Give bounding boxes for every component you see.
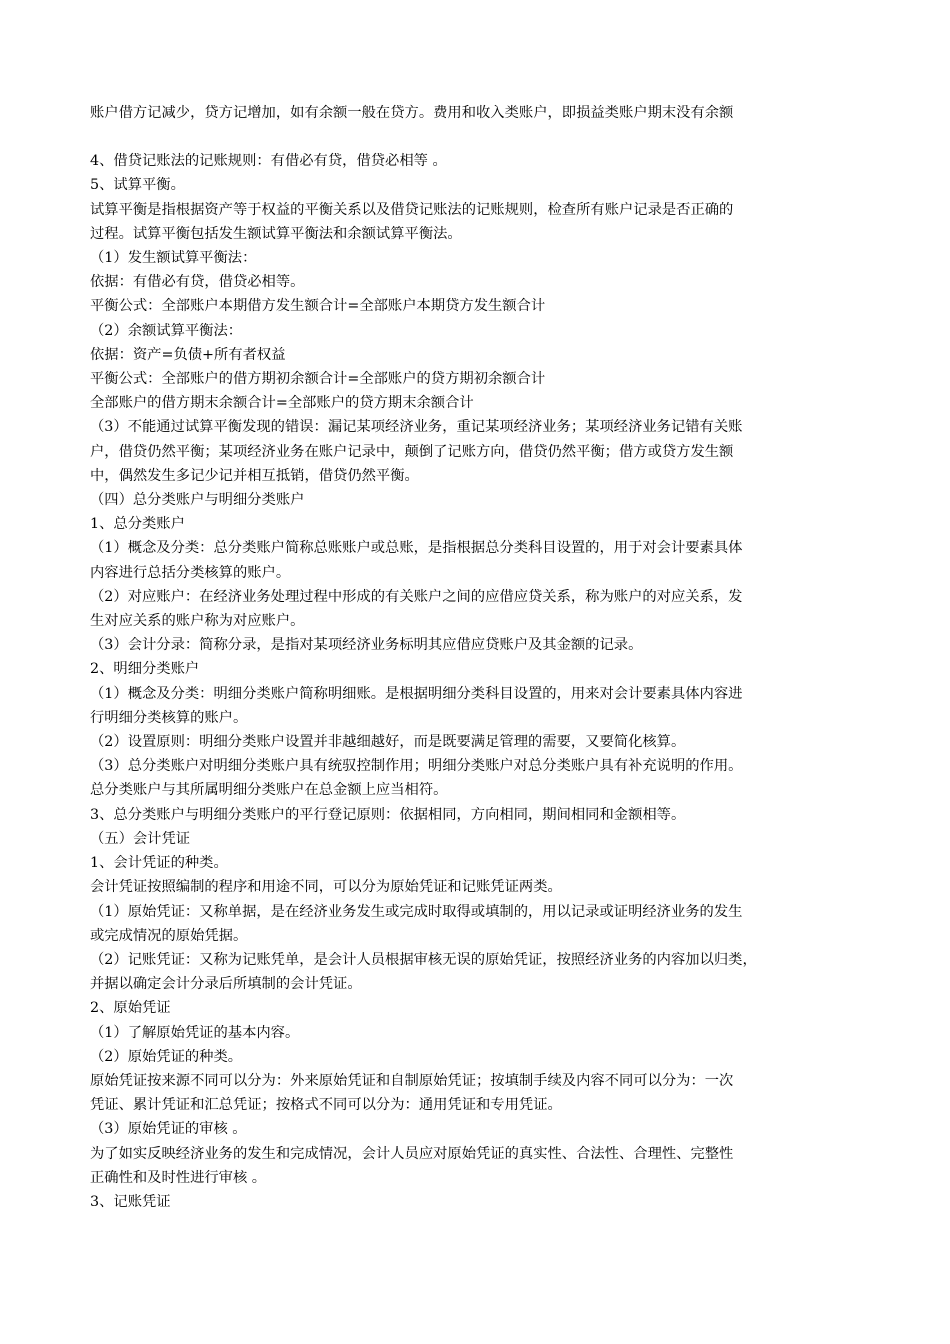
text-line: 依据：有借必有贷，借贷必相等。	[90, 274, 305, 291]
text-line: （2）设置原则：明细分类账户设置并非越细越好，而是既要满足管理的需要，又要简化核算。	[90, 734, 686, 751]
text-line: 3、记账凭证	[90, 1193, 171, 1210]
text-line: 原始凭证按来源不同可以分为：外来原始凭证和自制原始凭证；按填制手续及内容不同可以分为：一次	[90, 1072, 734, 1089]
text-line: （2）记账凭证：又称为记账凭单，是会计人员根据审核无误的原始凭证，按照经济业务的内容加以归类，	[90, 951, 757, 968]
text-line: 会计凭证按照编制的程序和用途不同，可以分为原始凭证和记账凭证两类。	[90, 879, 562, 896]
text-line: 或完成情况的原始凭据。	[90, 927, 248, 944]
text-line: （四）总分类账户与明细分类账户	[90, 492, 305, 509]
text-line: 生对应关系的账户称为对应账户。	[90, 613, 305, 630]
text-line: 5、试算平衡。	[90, 177, 185, 194]
text-line: （1）概念及分类：总分类账户简称总账账户或总账，是指根据总分类科目设置的，用于对会计要素具体	[90, 540, 743, 557]
text-line: （3）会计分录：简称分录，是指对某项经济业务标明其应借应贷账户及其金额的记录。	[90, 637, 643, 654]
text-line: 内容进行总括分类核算的账户。	[90, 564, 291, 581]
text-line: （1）概念及分类：明细分类账户简称明细账。是根据明细分类科目设置的，用来对会计要素具体内容进	[90, 685, 743, 702]
text-line: 账户借方记减少，贷方记增加，如有余额一般在贷方。费用和收入类账户，即损益类账户期末没有余额	[90, 105, 734, 121]
text-line: 平衡公式：全部账户本期借方发生额合计=全部账户本期贷方发生额合计	[90, 298, 546, 315]
text-line: （2）对应账户：在经济业务处理过程中形成的有关账户之间的应借应贷关系，称为账户的对应关系，发	[90, 588, 743, 605]
paragraph-gap	[90, 125, 860, 149]
text-line: 户，借贷仍然平衡；某项经济业务在账户记录中，颠倒了记账方向，借贷仍然平衡；借方或贷方发生额	[90, 443, 734, 460]
text-line: 依据：资产=负债+所有者权益	[90, 346, 286, 363]
text-line: 全部账户的借方期末余额合计=全部账户的贷方期末余额合计	[90, 395, 474, 412]
text-line: （2）原始凭证的种类。	[90, 1048, 243, 1065]
text-line: 4、借贷记账法的记账规则：有借必有贷，借贷必相等 。	[90, 153, 447, 170]
text-line: （3）原始凭证的审核 。	[90, 1121, 247, 1138]
text-line: 凭证、累计凭证和汇总凭证；按格式不同可以分为：通用凭证和专用凭证。	[90, 1097, 562, 1114]
text-line: 总分类账户与其所属明细分类账户在总金额上应当相符。	[90, 782, 448, 799]
text-line: （1）了解原始凭证的基本内容。	[90, 1024, 300, 1041]
text-line: 行明细分类核算的账户。	[90, 709, 248, 726]
text-line: 并据以确定会计分录后所填制的会计凭证。	[90, 976, 362, 993]
text-line: 2、原始凭证	[90, 1000, 171, 1017]
text-line: 1、会计凭证的种类。	[90, 855, 228, 872]
text-line: （3）总分类账户对明细分类账户具有统驭控制作用；明细分类账户对总分类账户具有补充说明的作用。	[90, 758, 743, 775]
text-line: 3、总分类账户与明细分类账户的平行登记原则：依据相同，方向相同，期间相同和金额相等。	[90, 806, 686, 823]
text-line: 为了如实反映经济业务的发生和完成情况，会计人员应对原始凭证的真实性、合法性、合理性、完整性	[90, 1145, 734, 1162]
text-line: 1、总分类账户	[90, 516, 185, 533]
text-line: （2）余额试算平衡法：	[90, 322, 243, 339]
document-page	[90, 101, 860, 1214]
text-line: 中，偶然发生多记少记并相互抵销，借贷仍然平衡。	[90, 467, 419, 484]
text-line: （五）会计凭证	[90, 830, 191, 847]
text-line: 试算平衡是指根据资产等于权益的平衡关系以及借贷记账法的记账规则，检查所有账户记录是否正确的	[90, 201, 734, 218]
text-line: 正确性和及时性进行审核 。	[90, 1169, 267, 1186]
text-line: 平衡公式：全部账户的借方期初余额合计=全部账户的贷方期初余额合计	[90, 371, 546, 388]
text-line: （1）原始凭证：又称单据，是在经济业务发生或完成时取得或填制的，用以记录或证明经济业务的发生	[90, 903, 743, 920]
text-line: （1）发生额试算平衡法：	[90, 250, 257, 267]
text-line: 2、明细分类账户	[90, 661, 200, 678]
text-line: 过程。试算平衡包括发生额试算平衡法和余额试算平衡法。	[90, 225, 462, 242]
text-line: （3）不能通过试算平衡发现的错误：漏记某项经济业务，重记某项经济业务；某项经济业务记错有关账	[90, 419, 743, 436]
